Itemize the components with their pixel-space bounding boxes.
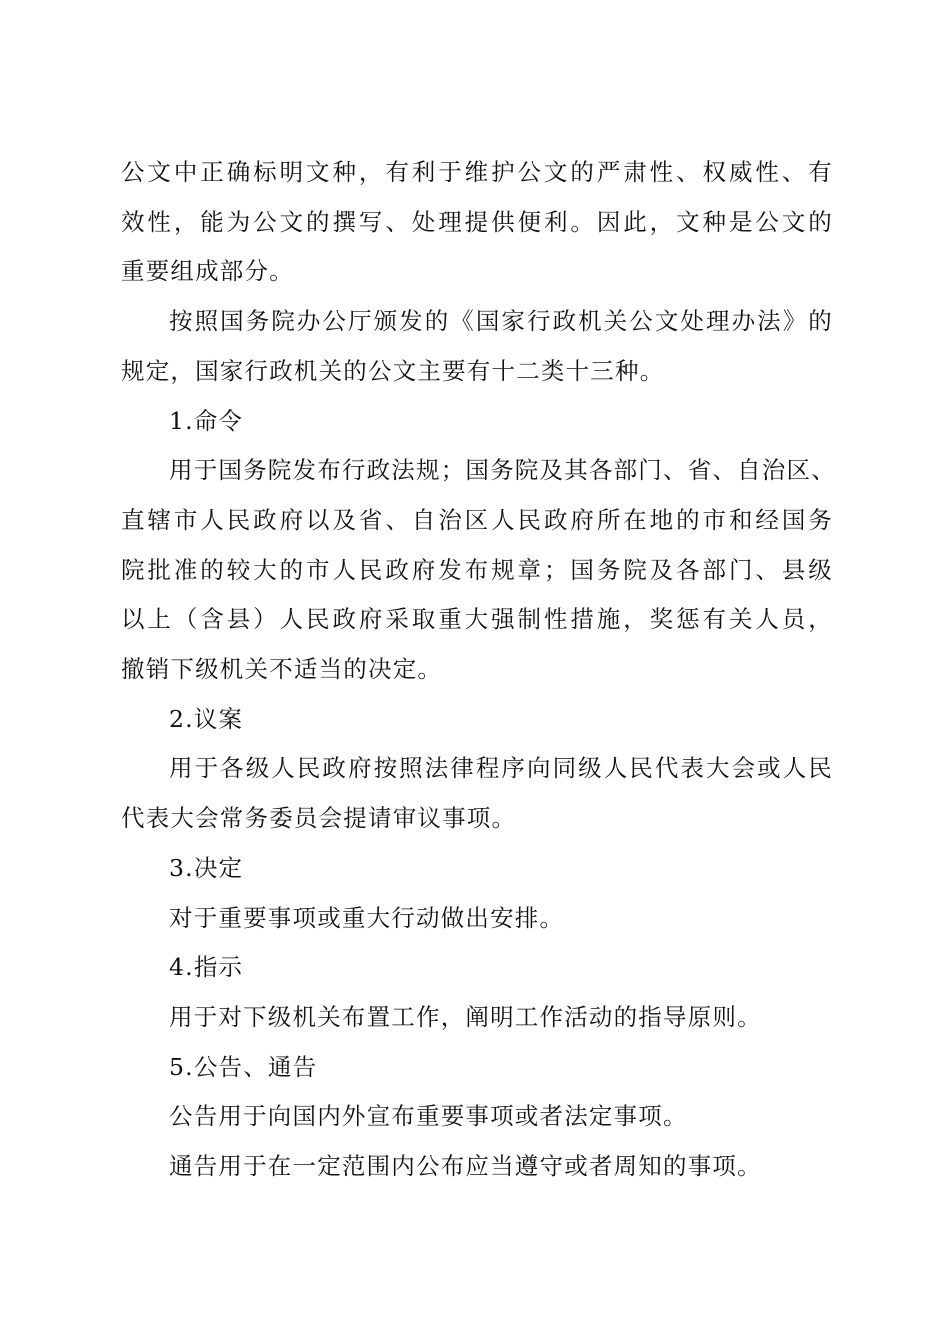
text-line: 用于对下级机关布置工作，阐明工作活动的指导原则。: [169, 1002, 762, 1031]
section-heading-jueding: 3.决定: [169, 853, 244, 882]
text-line: 撤销下级机关不适当的决定。: [121, 655, 443, 684]
text-line: 院批准的较大的市人民政府发布规章；国务院及各部门、县级: [121, 555, 833, 584]
paragraph-wenzhong-importance: [121, 148, 833, 297]
text-line: 规定，国家行政机关的公文主要有十二类十三种。: [121, 356, 665, 385]
section-heading-mingling: 1.命令: [169, 406, 244, 435]
paragraph-gonggao-description: [121, 1092, 833, 1142]
text-line: 对于重要事项或重大行动做出安排。: [169, 903, 565, 932]
paragraph-zhishi-description: [121, 993, 833, 1043]
text-line: 通告用于在一定范围内公布应当遵守或者周知的事项。: [169, 1152, 762, 1181]
text-line: 以上（含县）人民政府采取重大强制性措施，奖惩有关人员，: [121, 605, 833, 634]
text-line: 按照国务院办公厅颁发的《国家行政机关公文处理办法》的: [169, 307, 833, 336]
text-line: 用于各级人民政府按照法律程序向同级人民代表大会或人民: [169, 754, 833, 783]
paragraph-jueding-description: [121, 894, 833, 944]
text-line: 效性，能为公文的撰写、处理提供便利。因此，文种是公文的: [121, 207, 833, 236]
document-page: [121, 148, 836, 1192]
text-line: 代表大会常务委员会提请审议事项。: [121, 804, 517, 833]
paragraph-tonggao-description: [121, 1142, 833, 1192]
text-line: 公文中正确标明文种，有利于维护公文的严肃性、权威性、有: [121, 158, 833, 186]
section-heading-gonggao-tonggao: 5.公告、通告: [169, 1052, 318, 1081]
paragraph-yian-description: [121, 744, 833, 843]
text-line: 直辖市人民政府以及省、自治区人民政府所在地的市和经国务: [121, 505, 833, 534]
section-heading-zhishi: 4.指示: [169, 953, 244, 982]
text-line: 用于国务院发布行政法规；国务院及其各部门、省、自治区、: [169, 456, 836, 485]
text-line: 公告用于向国内外宣布重要事项或者法定事项。: [169, 1102, 688, 1131]
paragraph-mingling-description: [121, 446, 836, 695]
text-line: 重要组成部分。: [121, 257, 294, 286]
paragraph-regulation-intro: [121, 297, 833, 396]
section-heading-yian: 2.议案: [169, 704, 244, 733]
